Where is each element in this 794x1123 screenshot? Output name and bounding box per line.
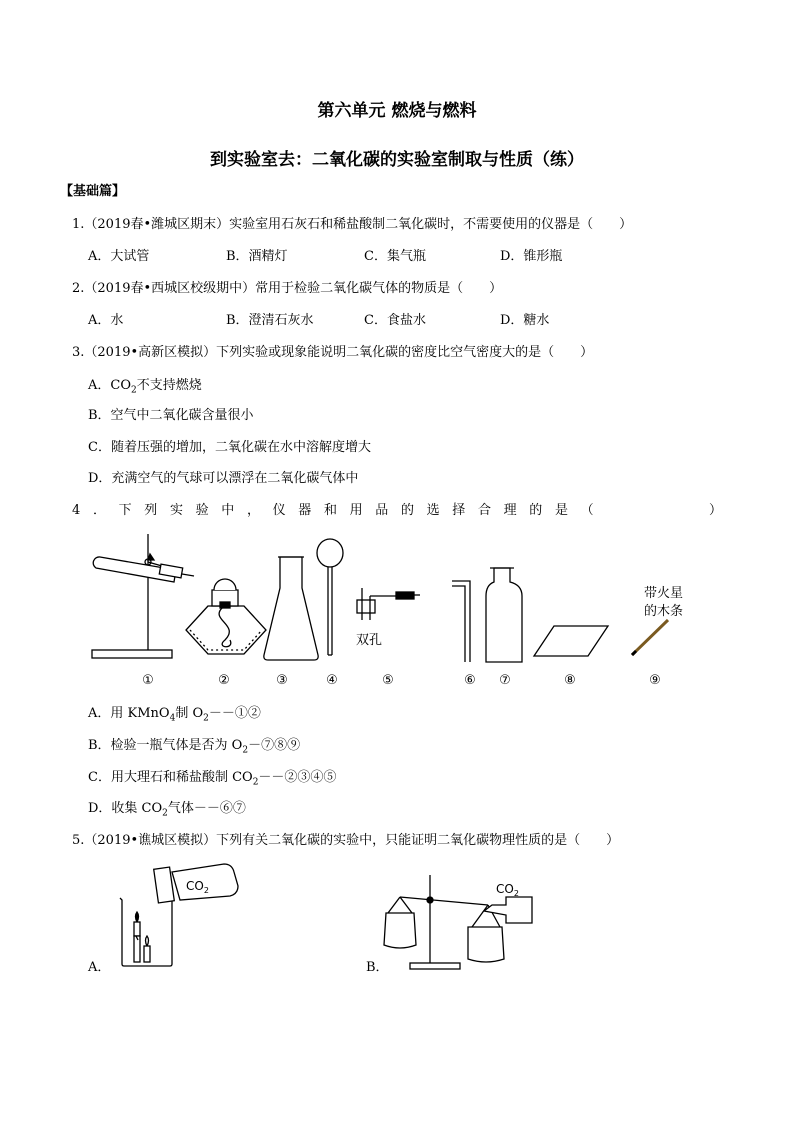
experiment-a-label: A． [88, 960, 111, 975]
stopper-label: 双孔 [356, 633, 383, 648]
question-1-option-c: C．集气瓶 [364, 249, 426, 264]
iron-stand-with-test-tube [92, 534, 194, 658]
question-2-option-d: D．糖水 [500, 313, 550, 328]
question-1-option-a: A．大试管 [88, 249, 150, 264]
apparatus-label-5: ⑤ [382, 673, 394, 688]
question-1-stem: 1.（2019春•潍城区期末）实验室用石灰石和稀盐酸制二氧化碳时，不需要使用的仪器是（ ） [72, 217, 633, 232]
apparatus-label-4: ④ [326, 673, 338, 688]
question-4-option-a-sub-2: 2 [203, 713, 209, 724]
question-4-option-c-pre: C．用大理石和稀盐酸制 CO [88, 770, 253, 785]
question-4-option-c-sub: 2 [252, 777, 259, 788]
splint-label-line-1: 带火星 [644, 586, 684, 601]
glass-plate [534, 626, 608, 656]
question-4-option-a-sub-1: 4 [169, 713, 176, 724]
gas-collecting-bottle [486, 568, 522, 662]
question-2-option-c: C．食盐水 [364, 313, 426, 328]
question-1-option-d: D．锥形瓶 [500, 249, 563, 264]
question-4-option-b-post: －⑦⑧⑨ [248, 738, 301, 753]
apparatus-label-9: ⑨ [649, 673, 661, 688]
experiment-b-co2-label: $CO_2$ [496, 882, 519, 898]
question-4-option-a-pre: A．用 KMnO [88, 706, 170, 721]
two-hole-stopper [357, 588, 420, 620]
question-3-option-c: C．随着压强的增加，二氧化碳在水中溶解度增大 [88, 440, 371, 455]
question-4-option-c-post: －－②③④⑤ [258, 770, 337, 785]
question-1-option-b: B．酒精灯 [226, 249, 288, 264]
question-4-option-a [88, 702, 261, 724]
question-4-option-d-pre: D．收集 CO [88, 801, 163, 816]
question-4-option-b [88, 734, 300, 756]
experiment-b-label: B． [366, 960, 389, 975]
apparatus-label-3: ③ [276, 673, 288, 688]
long-neck-funnel [317, 539, 343, 655]
experiment-b-figure [380, 875, 550, 975]
question-3-option-a-sub: 2 [131, 385, 137, 396]
apparatus-label-1: ① [142, 673, 154, 688]
page-subtitle: 到实验室去：二氧化碳的实验室制取与性质（练） [210, 150, 584, 170]
conical-flask [264, 557, 318, 660]
section-heading: 【基础篇】 [60, 184, 126, 199]
question-3-option-b: B．空气中二氧化碳含量很小 [88, 408, 254, 423]
wooden-splint [632, 620, 668, 655]
question-2-stem: 2.（2019春•西城区校级期中）常用于检验二氧化碳气体的物质是（ ） [72, 281, 503, 296]
apparatus-figure [0, 530, 794, 690]
experiment-a-figure [100, 852, 260, 972]
question-4-option-c [88, 766, 336, 788]
bent-glass-tube [452, 581, 470, 662]
question-4-stem: 4．下列实验中，仪器和用品的选择合理的是（ ） [72, 503, 722, 518]
page-title: 第六单元 燃烧与燃料 [317, 101, 477, 121]
question-2-option-a: A．水 [88, 313, 124, 328]
alcohol-lamp [186, 579, 266, 654]
question-3-option-a [88, 374, 202, 396]
experiment-a-co2-label: $CO_2$ [186, 879, 209, 895]
question-4-option-b-sub: 2 [242, 745, 249, 756]
splint-label-line-2: 的木条 [644, 604, 684, 619]
apparatus-label-8: ⑧ [564, 673, 576, 688]
question-4-option-d-post: 气体－－⑥⑦ [167, 801, 246, 816]
question-4-option-d-sub: 2 [162, 808, 168, 819]
question-4-option-a-mid: 制 O [175, 706, 204, 721]
question-5-stem: 5.（2019•谯城区模拟）下列有关二氧化碳的实验中，只能证明二氧化碳物理性质的是（ ） [72, 833, 620, 848]
question-3-stem: 3.（2019•高新区模拟）下列实验或现象能说明二氧化碳的密度比空气密度大的是（ ） [72, 345, 594, 360]
apparatus-label-2: ② [218, 673, 230, 688]
question-4-option-a-post: －－①② [208, 706, 261, 721]
apparatus-label-7: ⑦ [499, 673, 511, 688]
question-3-option-a-post: 不支持燃烧 [136, 378, 202, 393]
question-4-option-b-pre: B．检验一瓶气体是否为 O [88, 738, 243, 753]
question-3-option-d: D．充满空气的气球可以漂浮在二氧化碳气体中 [88, 471, 359, 486]
apparatus-label-6: ⑥ [464, 673, 476, 688]
question-4-option-d [88, 797, 246, 819]
question-3-option-a-pre: A．CO [88, 378, 131, 393]
question-2-option-b: B．澄清石灰水 [226, 313, 314, 328]
